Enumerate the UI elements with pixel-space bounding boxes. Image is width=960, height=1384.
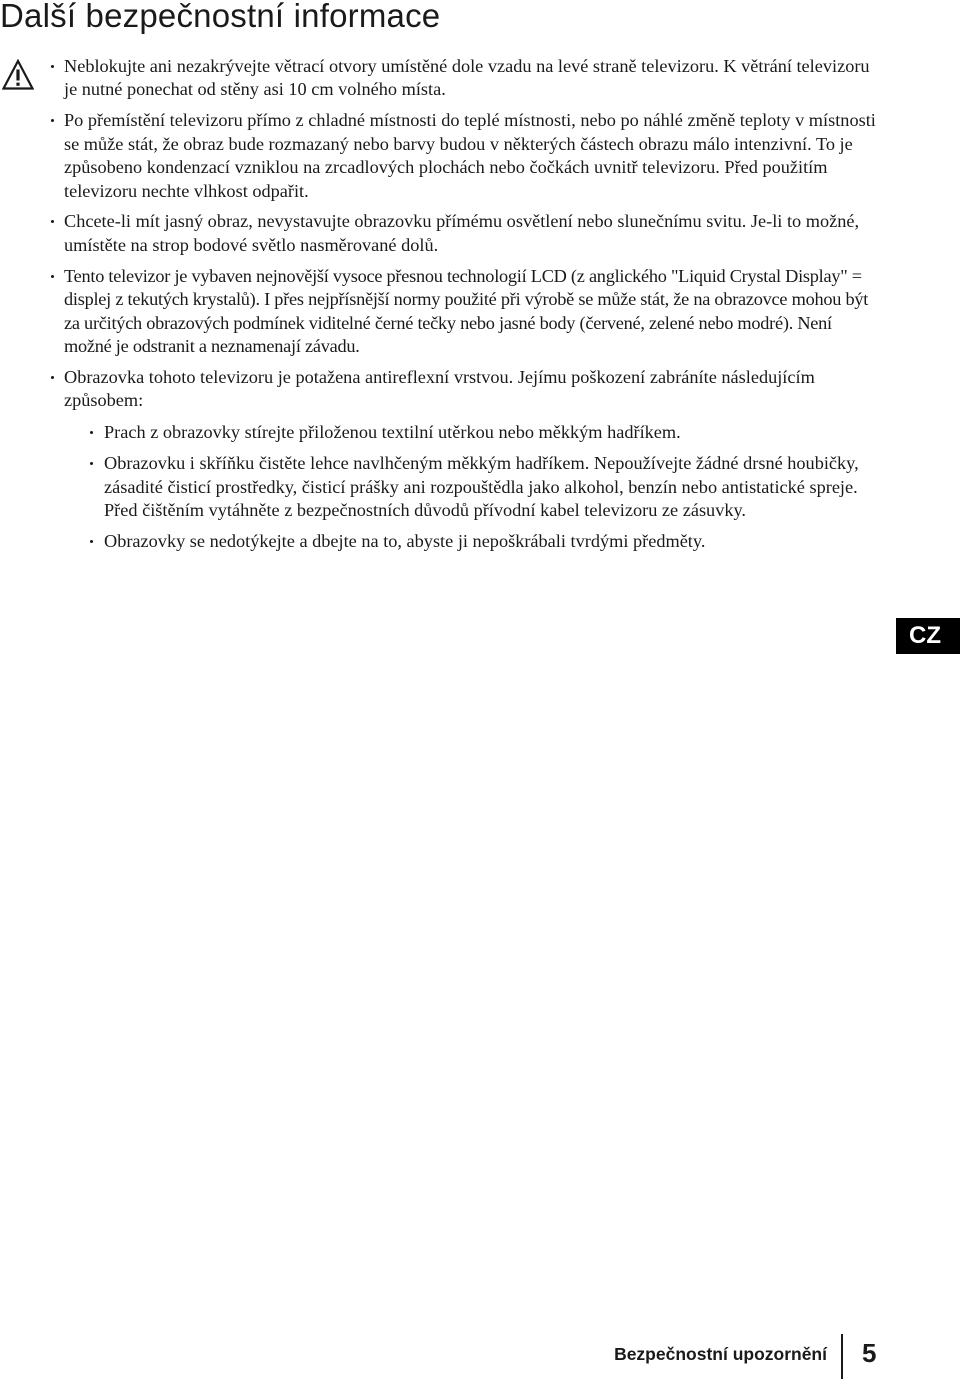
page-title: Další bezpečnostní informace [0, 0, 441, 34]
list-item: Chcete-li mít jasný obraz, nevystavujte obrazovku přímému osvětlení nebo slunečnímu svitu. Je-li to možné, umístěte na strop bodové světlo nasměrované dolů. [50, 210, 880, 257]
country-tab: CZ [896, 618, 960, 654]
sublist-item: Obrazovku i skříňku čistěte lehce navlhčeným měkkým hadříkem. Nepoužívejte žádné drsné houbičky, zásadité čisticí prostředky, čisticí prášky ani rozpouštědla jako alkohol, benzín nebo antistatické spreje. Před čištěním vytáhněte z bezpečnostních důvodů přívodní kabel televizoru ze zásuvky. [90, 452, 880, 522]
list-item: Po přemístění televizoru přímo z chladné místnosti do teplé místnosti, nebo po náhlé změně teploty v místnosti se může stát, že obraz bude rozmazaný nebo barvy budou v některých částech obrazu málo intenzivní. To je způsobeno kondenzací vzniklou na zrcadlových plochách nebo čočkách uvnitř televizoru. Před použitím televizoru nechte vlhkost odpařit. [50, 109, 880, 203]
footer-section-title: Bezpečnostní upozornění [614, 1344, 827, 1364]
warning-triangle-icon [2, 59, 34, 91]
list-item: Neblokujte ani nezakrývejte větrací otvory umístěné dole vzadu na levé straně televizoru. K větrání televizoru je nutné ponechat od stěny asi 10 cm volného místa. [50, 55, 880, 102]
list-item-text: Obrazovka tohoto televizoru je potažena antireflexní vrstvou. Jejímu poškození zabráníte následujícím způsobem: [64, 366, 815, 411]
list-item-with-sublist [50, 366, 880, 554]
page-number: 5 [862, 1338, 877, 1368]
safety-content [50, 55, 880, 562]
cleaning-sublist [90, 421, 880, 554]
safety-list [50, 55, 880, 554]
footer-divider [841, 1334, 843, 1379]
list-item: Tento televizor je vybaven nejnovější vysoce přesnou technologií LCD (z anglického "Liquid Crystal Display" = displej z tekutých krystalů). I přes nejpřísnější normy použité při výrobě se může stát, že na obrazovce mohou být za určitých obrazových podmínek viditelné černé tečky nebo jasné body (červené, zelené nebo modré). Není možné je odstranit a neznamenají závadu. [50, 265, 880, 359]
sublist-item: Obrazovky se nedotýkejte a dbejte na to, abyste ji nepoškrábali tvrdými předměty. [90, 530, 880, 553]
sublist-item: Prach z obrazovky stírejte přiloženou textilní utěrkou nebo měkkým hadříkem. [90, 421, 880, 444]
